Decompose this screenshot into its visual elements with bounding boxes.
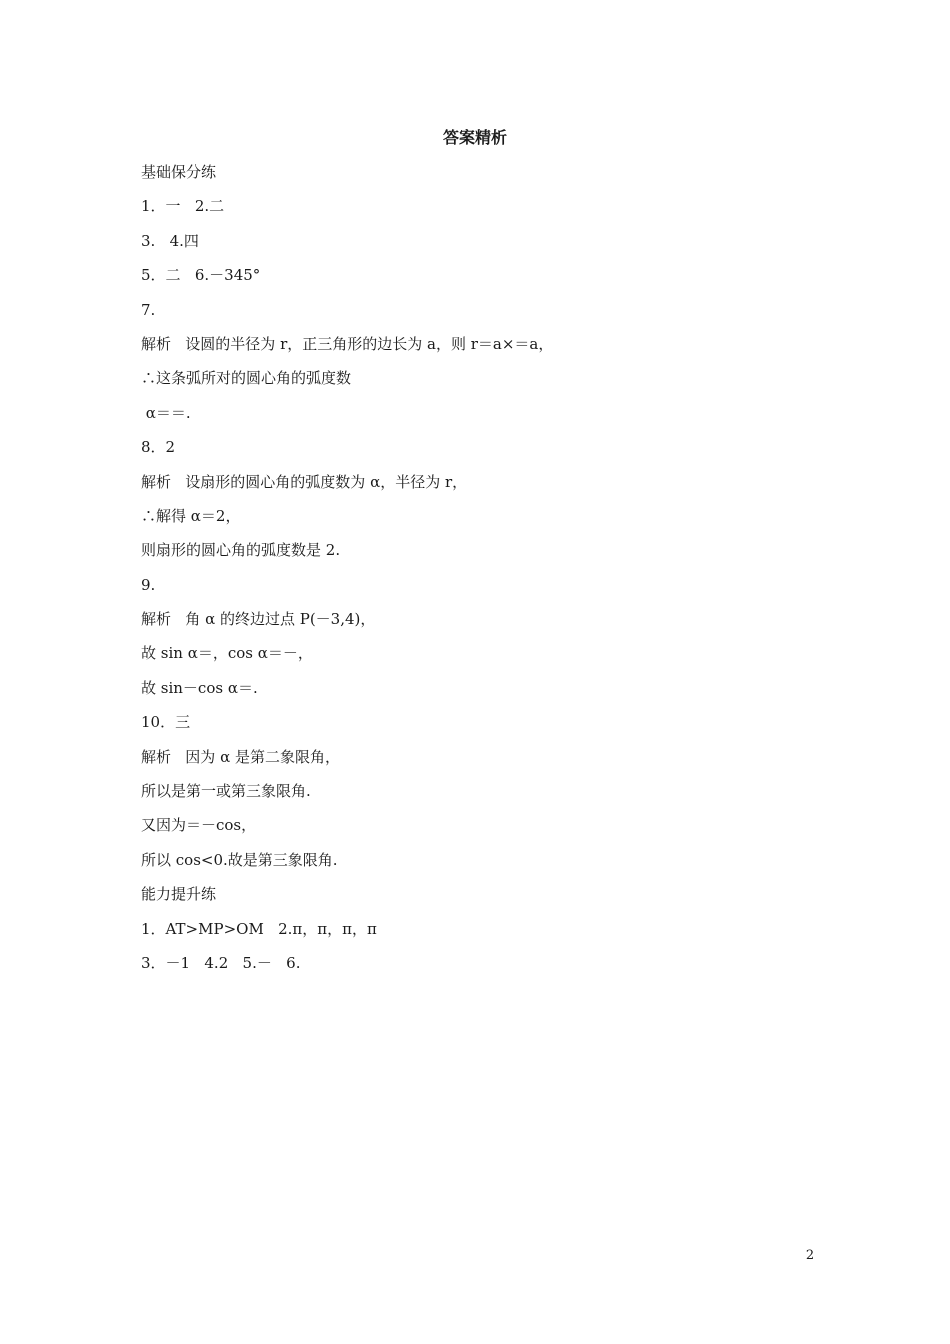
solution-line: 解析 设扇形的圆心角的弧度数为 α，半径为 r， — [141, 472, 468, 491]
solution-line: 所以是第一或第三象限角. — [141, 782, 311, 801]
answer-line: 5．二 6.－345° — [141, 266, 261, 285]
solution-line: 所以 cos<0.故是第三象限角. — [141, 850, 338, 869]
answer-line: 7. — [141, 300, 156, 319]
answer-line: 8．2 — [141, 438, 176, 457]
solution-line: 解析 设圆的半径为 r，正三角形的边长为 a，则 r＝a×＝a， — [141, 334, 554, 353]
solution-line: 又因为＝－cos， — [141, 816, 257, 835]
solution-line: ∴解得 α＝2， — [141, 506, 241, 525]
answer-line: 1．一 2.二 — [141, 197, 225, 216]
page-number: 2 — [805, 1248, 815, 1263]
answer-line: 3．－1 4.2 5.－ 6. — [141, 953, 301, 972]
solution-line: 则扇形的圆心角的弧度数是 2. — [141, 541, 341, 560]
section-heading: 基础保分练 — [141, 163, 217, 181]
answer-content — [141, 161, 841, 986]
solution-line: 解析 因为 α 是第二象限角， — [141, 747, 340, 766]
solution-line: 故 sin－cos α＝. — [141, 678, 258, 697]
answer-line: 10．三 — [141, 713, 191, 732]
page-title: 答案精析 — [442, 128, 507, 147]
answer-line: 1．AT>MP>OM 2.π，π，π，π — [141, 919, 377, 938]
answer-line: 9. — [141, 575, 156, 594]
solution-line: 故 sin α＝，cos α＝－， — [141, 644, 313, 663]
answer-line: 3. 4.四 — [141, 231, 199, 250]
solution-line: ∴这条弧所对的圆心角的弧度数 — [141, 369, 352, 388]
solution-line: α＝＝. — [141, 403, 191, 422]
solution-line: 解析 角 α 的终边过点 P(－3,4)， — [141, 610, 376, 629]
section-heading: 能力提升练 — [141, 885, 217, 904]
